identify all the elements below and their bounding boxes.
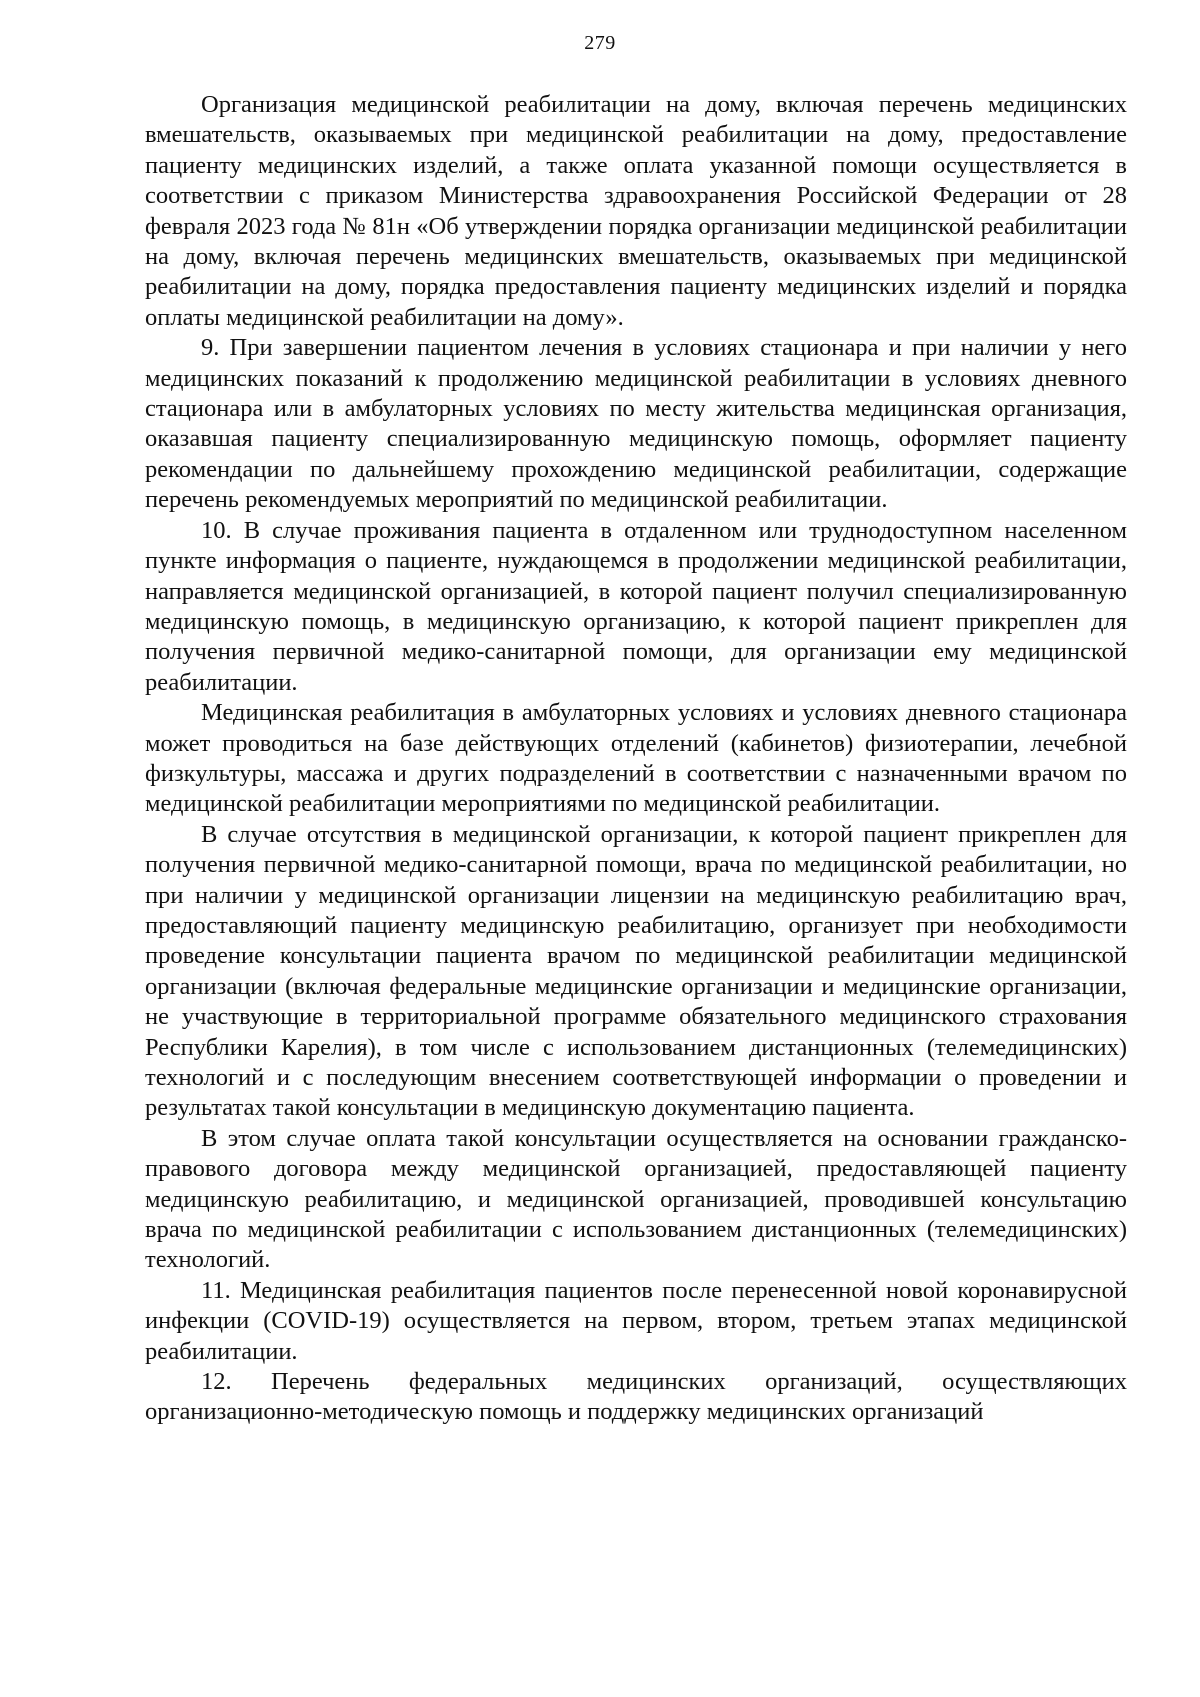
page-number: 279 — [584, 32, 616, 54]
paragraph-item-10: 10. В случае проживания пациента в отдаленном или труднодоступном населенном пункте информация о пациенте, нуждающемся в продолжении медицинской реабилитации, направляется медицинской организацией, в которой пациент получил специализированную медицинскую помощь, в медицинскую организацию, к которой пациент прикреплен для получения первичной медико-санитарной помощи, для организации ему медицинской реабилитации. — [145, 516, 1127, 696]
document-body — [145, 90, 1127, 1428]
paragraph-outpatient-rehabilitation: Медицинская реабилитация в амбулаторных условиях и условиях дневного стационара может проводиться на базе действующих отделений (кабинетов) физиотерапии, лечебной физкультуры, массажа и других подразделений в соответствии с назначенными врачом по медицинской реабилитации мероприятиями по медицинской реабилитации. — [145, 699, 1127, 818]
paragraph-item-9: 9. При завершении пациентом лечения в условиях стационара и при наличии у него медицинских показаний к продолжению медицинской реабилитации в условиях дневного стационара или в амбулаторных условиях по месту жительства медицинская организация, оказавшая пациенту специализированную медицинскую помощь, оформляет пациенту рекомендации по дальнейшему прохождению медицинской реабилитации, содержащие перечень рекомендуемых мероприятий по медицинской реабилитации. — [145, 334, 1127, 514]
paragraph-home-rehabilitation: Организация медицинской реабилитации на дому, включая перечень медицинских вмешательств, оказываемых при медицинской реабилитации на дому, предоставление пациенту медицинских изделий, а также оплата указанной помощи осуществляется в соответствии с приказом Министерства здравоохранения Российской Федерации от 28 февраля 2023 года № 81н «Об утверждении порядка организации медицинской реабилитации на дому, включая перечень медицинских вмешательств, оказываемых при медицинской реабилитации на дому, порядка предоставления пациенту медицинских изделий и порядка оплаты медицинской реабилитации на дому». — [145, 91, 1127, 331]
paragraph-item-12: 12. Перечень федеральных медицинских организаций, осуществляющих организационно-методическую помощь и поддержку медицинских организаций — [145, 1368, 1127, 1426]
paragraph-consultation: В случае отсутствия в медицинской организации, к которой пациент прикреплен для получения первичной медико-санитарной помощи, врача по медицинской реабилитации, но при наличии у медицинской организации лицензии на медицинскую реабилитацию врач, предоставляющий пациенту медицинскую реабилитацию, организует при необходимости проведение консультации пациента врачом по медицинской реабилитации медицинской организации (включая федеральные медицинские организации и медицинские организации, не участвующие в территориальной программе обязательного медицинского страхования Республики Карелия), в том числе с использованием дистанционных (телемедицинских) технологий и с последующим внесением соответствующей информации о проведении и результатах такой консультации в медицинскую документацию пациента. — [145, 820, 1127, 1122]
paragraph-item-11: 11. Медицинская реабилитация пациентов после перенесенной новой коронавирусной инфекции (COVID-19) осуществляется на первом, втором, третьем этапах медицинской реабилитации. — [145, 1276, 1127, 1365]
paragraph-consultation-payment: В этом случае оплата такой консультации осуществляется на основании гражданско-правового договора между медицинской организацией, предоставляющей пациенту медицинскую реабилитацию, и медицинской организацией, проводившей консультацию врача по медицинской реабилитации с использованием дистанционных (телемедицинских) технологий. — [145, 1124, 1127, 1274]
